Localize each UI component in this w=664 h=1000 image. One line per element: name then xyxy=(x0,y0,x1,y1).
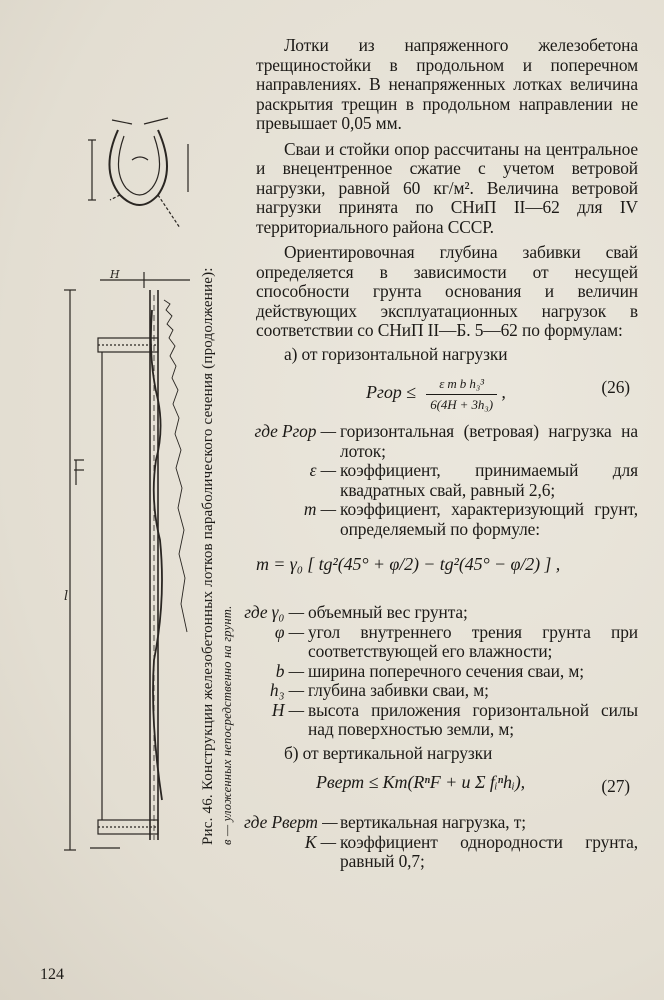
definitions-3 xyxy=(244,813,638,872)
figure-caption xyxy=(200,175,236,845)
definition-row: K — коэффициент однородности грунта, равный 0,7; xyxy=(304,831,638,871)
paragraph-3: Ориентировочная глубина забивки свай определяется в зависимости от несущей способности грунта основания и величин действующих эксплуатационных нагрузок в соответствии со СНиП II—Б. 5—62 по формулам: xyxy=(256,242,638,340)
definitions-2 xyxy=(242,603,638,740)
definition-row: где Pгор — горизонтальная (ветровая) нагрузка на лоток; xyxy=(254,421,638,461)
caption-main: Рис. 46. Конструкции железобетонных лотков параболического сечения (продолжение): xyxy=(200,267,216,845)
formula-27-number: (27) xyxy=(601,776,630,796)
formula-26-expression: Pгор ≤ $\frac{\text{ε m b h₃³}}{\text{6(4H + 3h₃)}}$ , xyxy=(366,376,506,412)
paragraph-1: Лотки из напряженного железобетона трещиностойки в продольном и поперечном направлениях. В ненапряженных лотках величина раскрытия трещин в продольном направлении не превышает 0,05 мм. xyxy=(256,35,638,133)
formula-m: m = γ₀ [ tg²(45° + φ/2) − tg²(45° − φ/2) ] , xyxy=(256,554,561,574)
formula-26-number: (26) xyxy=(601,377,630,397)
definition-row: ε — коэффициент, принимаемый для квадратных свай, равный 2,6; xyxy=(309,460,638,500)
definition-row: b — ширина поперечного сечения сваи, м; xyxy=(275,660,584,681)
svg-text:H: H xyxy=(110,268,120,281)
definition-row: m — коэффициент, характеризующий грунт, определяемый по формуле: xyxy=(303,499,638,539)
definitions-1 xyxy=(244,422,638,539)
page-number: 124 xyxy=(40,966,64,983)
item-a: а) от горизонтальной нагрузки xyxy=(284,343,508,364)
definition-row: H — высота приложения горизонтальной силы над поверхностью земли, м; xyxy=(271,699,638,739)
formula-27 xyxy=(256,767,638,813)
paragraph-2: Сваи и стойки опор рассчитаны на центральное и внецентренное сжатие с учетом ветровой нагрузки, равной 60 кг/м². Величина ветровой нагрузки принята по СНиП II—62 для IV территориального района СССР. xyxy=(256,138,638,237)
definition-row: где γ₀ — объемный вес грунта; xyxy=(244,602,468,622)
svg-text:l: l xyxy=(64,589,69,604)
definition-row: φ — угол внутреннего трения грунта при соответствующей его влажности; xyxy=(274,621,638,661)
definition-row: где Pверт — вертикальная нагрузка, т; xyxy=(244,812,526,832)
item-b: б) от вертикальной нагрузки xyxy=(284,742,493,763)
formula-26 xyxy=(256,368,638,414)
caption-sub: в — уложенных непосредственно на грунт. xyxy=(220,605,234,845)
text-column xyxy=(244,35,638,872)
formula-27-expression: Pверт ≤ Km(RⁿF + u Σ fᵢⁿhᵢ), xyxy=(316,772,525,792)
definition-row: h₃ — глубина забивки сваи, м; xyxy=(269,680,489,700)
